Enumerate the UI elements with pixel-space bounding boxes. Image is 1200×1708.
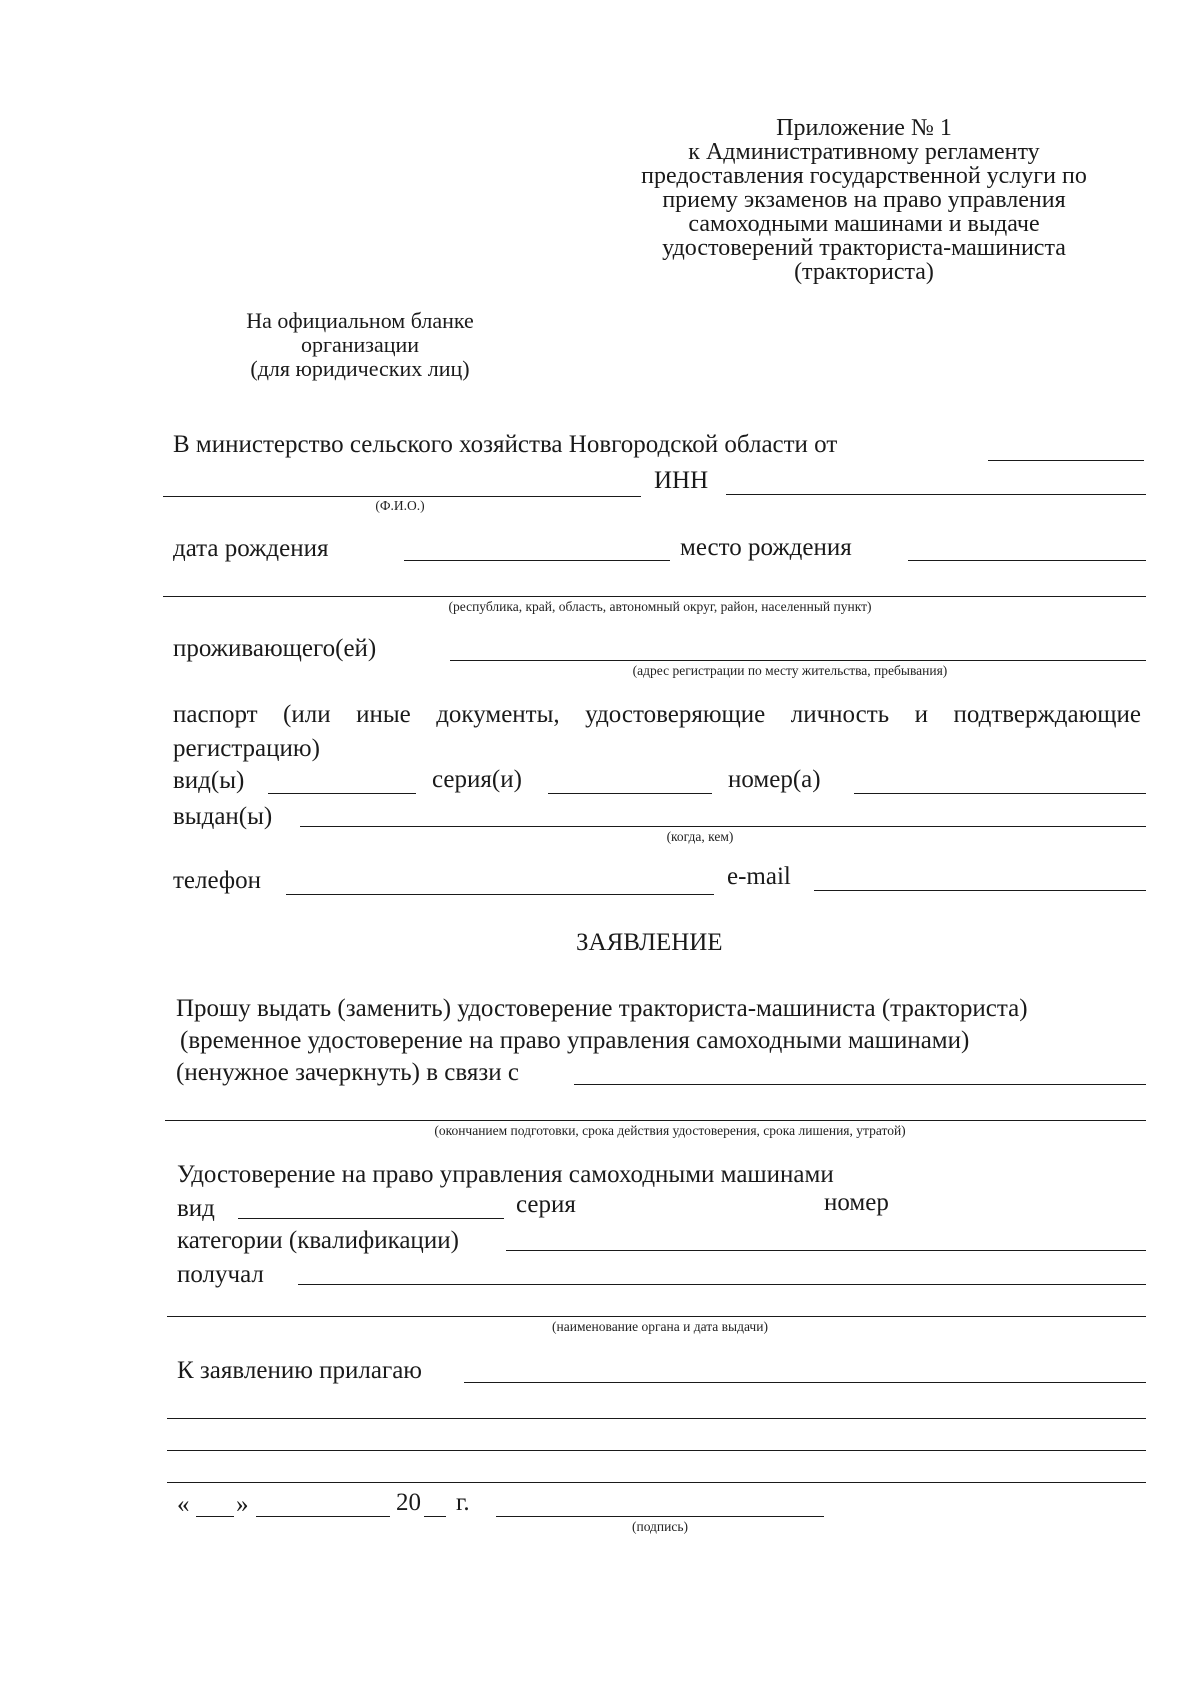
issued-caption: (когда, кем) [666,829,734,844]
license-number-label: номер [824,1189,889,1216]
appendix-line: самоходными машинами и выдаче [688,211,1040,237]
fio-field[interactable] [163,496,641,497]
date-close-quote: » [236,1491,249,1518]
attachments-field-line[interactable] [167,1450,1146,1451]
reason-field-continued[interactable] [165,1120,1146,1121]
birth-place-field[interactable] [908,560,1146,561]
date-month-field[interactable] [256,1516,390,1517]
birth-place-field-continued[interactable] [163,596,1146,597]
birth-date-label: дата рождения [173,535,329,562]
received-caption: (наименование органа и дата выдачи) [552,1319,768,1334]
phone-label: телефон [173,867,261,894]
birth-date-field[interactable] [404,560,670,561]
date-open-quote: « [177,1491,190,1518]
received-label: получал [177,1261,264,1288]
statement-line: Прошу выдать (заменить) удостоверение тракториста-машиниста (тракториста) [176,995,1028,1022]
issued-label: выдан(ы) [173,803,273,830]
passport-text-continued: регистрацию) [173,735,320,762]
received-field[interactable] [298,1284,1146,1285]
inn-field[interactable] [726,494,1146,495]
license-series-label: серия [516,1191,576,1218]
attachments-label: К заявлению прилагаю [177,1357,422,1384]
blank-note-line: (для юридических лиц) [250,356,470,381]
inn-label: ИНН [654,467,709,494]
residing-label: проживающего(ей) [173,635,377,662]
appendix-line: предоставления государственной услуги по [641,163,1087,189]
passport-text: паспорт (или иные документы, удостоверяющие личность и подтверждающие [173,701,1141,728]
passport-kind-field[interactable] [268,793,416,794]
appendix-number: Приложение № 1 [776,115,952,141]
passport-kind-label: вид(ы) [173,767,245,794]
blank-note-line: организации [300,332,420,357]
appendix-line: удостоверений тракториста-машиниста [662,235,1066,261]
categories-field[interactable] [506,1250,1146,1251]
email-field[interactable] [814,890,1146,891]
categories-label: категории (квалификации) [177,1227,459,1254]
reason-field[interactable] [574,1084,1146,1085]
from-line[interactable] [988,460,1144,461]
license-kind-field[interactable] [238,1218,504,1219]
license-heading: Удостоверение на право управления самоходными машинами [177,1161,834,1188]
phone-field[interactable] [286,894,714,895]
appendix-line: (тракториста) [794,259,934,285]
residing-field[interactable] [450,660,1146,661]
attachments-field-line[interactable] [167,1482,1146,1483]
birth-place-label: место рождения [680,534,852,561]
passport-series-label: серия(и) [432,766,522,793]
issued-field[interactable] [300,826,1146,827]
attachments-field-line[interactable] [167,1418,1146,1419]
statement-title: ЗАЯВЛЕНИЕ [576,929,723,956]
blank-note-line: На официальном бланке [246,308,474,333]
license-kind-label: вид [177,1195,215,1222]
email-label: e-mail [727,863,791,890]
passport-number-label: номер(а) [728,766,821,793]
date-day-field[interactable] [196,1516,234,1517]
date-year-field[interactable] [424,1516,446,1517]
date-year-prefix: 20 [396,1489,421,1516]
statement-line: (временное удостоверение на право управления самоходными машинами) [180,1027,970,1054]
signature-caption: (подпись) [631,1519,689,1534]
addressee-label: В министерство сельского хозяйства Новгородской области от [173,431,838,458]
appendix-line: к Административному регламенту [688,139,1040,165]
passport-series-field[interactable] [548,793,712,794]
birth-place-caption: (республика, край, область, автономный округ, район, населенный пункт) [448,599,872,614]
attachments-field[interactable] [464,1382,1146,1383]
statement-line: (ненужное зачеркнуть) в связи с [176,1059,519,1086]
received-field-continued[interactable] [167,1316,1146,1317]
appendix-line: приему экзаменов на право управления [662,187,1066,213]
residing-caption: (адрес регистрации по месту жительства, пребывания) [632,663,948,678]
signature-field[interactable] [496,1516,824,1517]
date-year-suffix: г. [456,1489,470,1516]
passport-number-field[interactable] [854,793,1146,794]
fio-caption: (Ф.И.О.) [375,498,425,513]
reason-caption: (окончанием подготовки, срока действия удостоверения, срока лишения, утратой) [434,1123,906,1138]
